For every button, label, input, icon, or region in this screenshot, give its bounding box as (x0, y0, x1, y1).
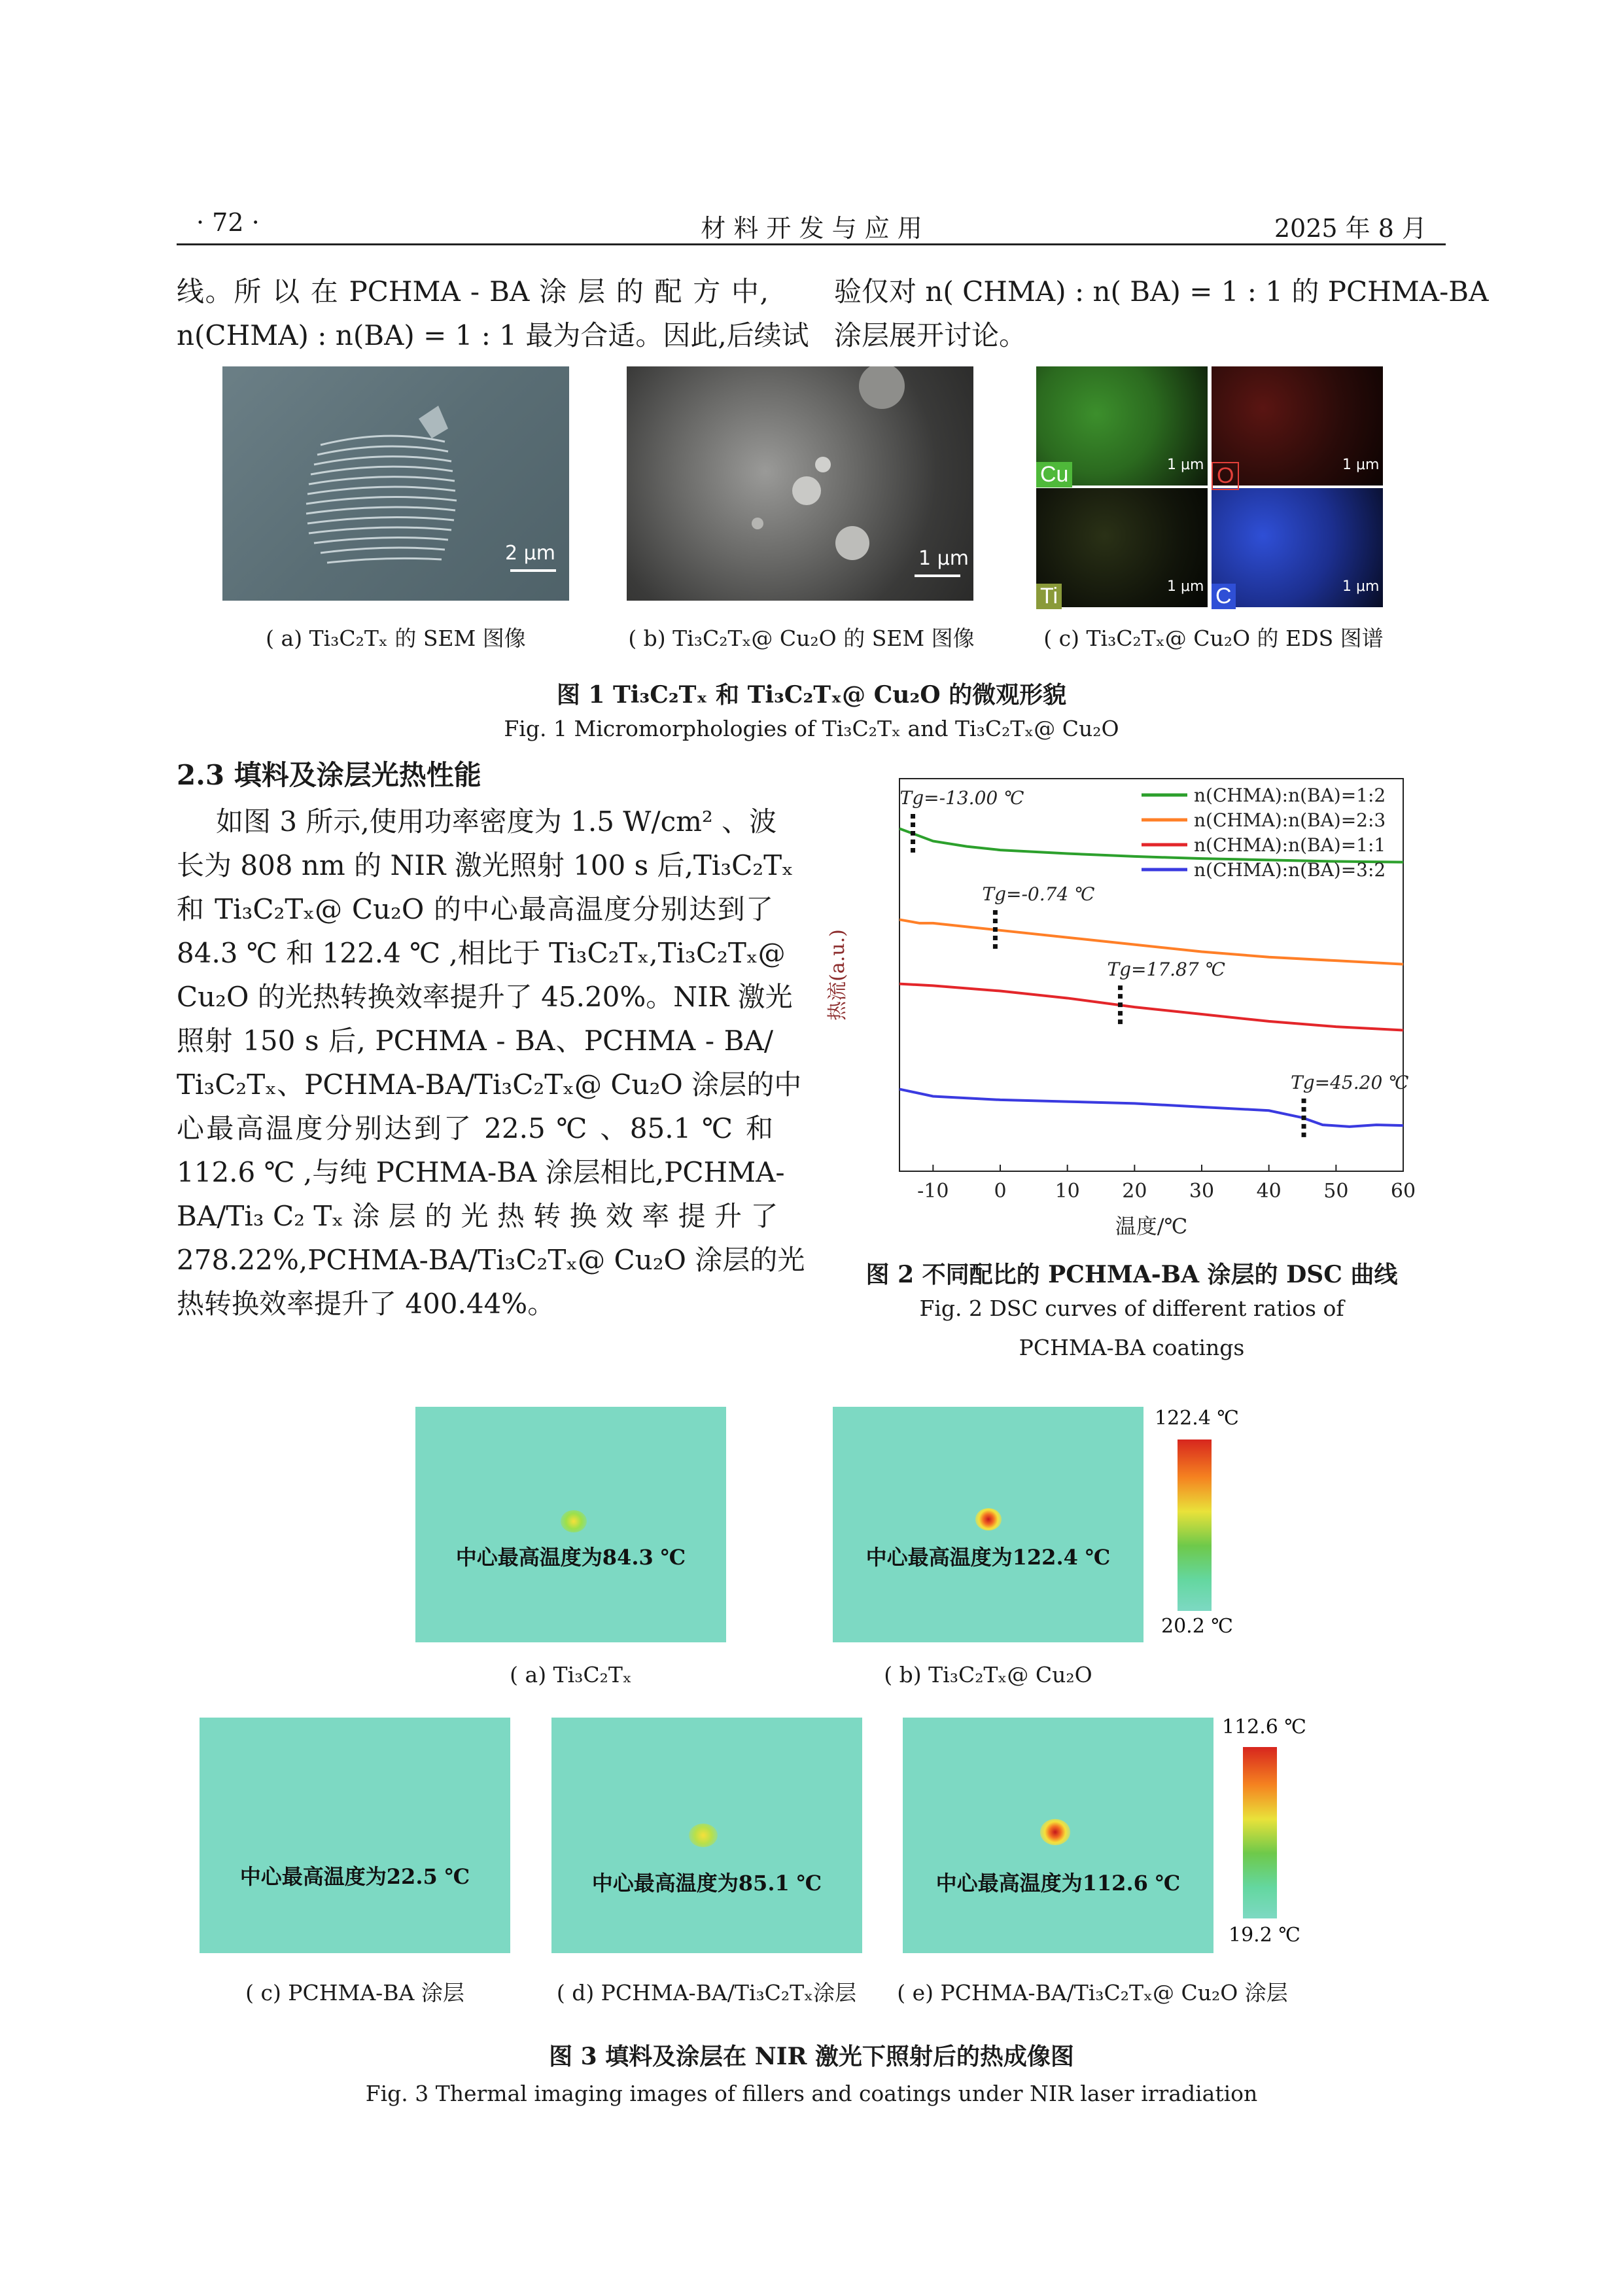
intro-right-line-1: 验仅对 n( CHMA) : n( BA) = 1 : 1 的 PCHMA-BA (834, 275, 1489, 308)
eds-scale-ti: 1 μm (1167, 578, 1204, 595)
colorbar-2 (1243, 1747, 1277, 1918)
eds-label-ti: Ti (1036, 584, 1062, 609)
thermal-label-c: 中心最高温度为22.5 ℃ (239, 1864, 470, 1889)
colorbar-1 (1178, 1439, 1212, 1611)
fig3-caption-b: ( b) Ti₃C₂Tₓ@ Cu₂O (884, 1662, 1092, 1687)
section-line: 照射 150 s 后, PCHMA - BA、PCHMA - BA/ (177, 1025, 773, 1057)
section-line: 长为 808 nm 的 NIR 激光照射 100 s 后,Ti₃C₂Tₓ (177, 849, 794, 881)
section-line: Cu₂O 的光热转换效率提升了 45.20%。NIR 激光 (177, 981, 793, 1013)
issue-date: 2025 年 8 月 (1274, 214, 1427, 243)
scale-label-a: 2 μm (505, 542, 555, 565)
colorbar-2-max: 112.6 ℃ (1222, 1716, 1306, 1739)
section-line: 278.22%,PCHMA-BA/Ti₃C₂Tₓ@ Cu₂O 涂层的光 (177, 1244, 805, 1276)
fig3-title-en: Fig. 3 Thermal imaging images of fillers and coatings under NIR laser irradiation (365, 2081, 1258, 2106)
fig1-caption-a: ( a) Ti₃C₂Tₓ 的 SEM 图像 (266, 626, 526, 651)
fig1-caption-b: ( b) Ti₃C₂Tₓ@ Cu₂O 的 SEM 图像 (628, 626, 975, 651)
page-number: · 72 · (196, 208, 260, 237)
thermal-image-d (551, 1718, 862, 1953)
eds-label-c: C (1212, 584, 1236, 609)
thermal-image-c (200, 1718, 510, 1953)
hotspot (689, 1824, 718, 1847)
colorbar-2-min: 19.2 ℃ (1229, 1924, 1300, 1947)
thermal-label-e: 中心最高温度为112.6 ℃ (935, 1871, 1181, 1896)
tg-label: Tg=17.87 ℃ (1107, 959, 1225, 981)
fig2-title-cn: 图 2 不同配比的 PCHMA-BA 涂层的 DSC 曲线 (865, 1261, 1398, 1288)
fig3-caption-a: ( a) Ti₃C₂Tₓ (510, 1662, 632, 1687)
eds-scale-c: 1 μm (1342, 578, 1380, 595)
section-line: 84.3 ℃ 和 122.4 ℃ ,相比于 Ti₃C₂Tₓ,Ti₃C₂Tₓ@ (177, 937, 786, 969)
section-line: 心最高温度分别达到了 22.5 ℃ 、85.1 ℃ 和 (177, 1112, 773, 1144)
section-line: 112.6 ℃ ,与纯 PCHMA-BA 涂层相比,PCHMA- (177, 1156, 785, 1188)
section-line: 和 Ti₃C₂Tₓ@ Cu₂O 的中心最高温度分别达到了 (177, 893, 773, 925)
hotspot (1040, 1819, 1070, 1845)
section-line: Ti₃C₂Tₓ、PCHMA-BA/Ti₃C₂Tₓ@ Cu₂O 涂层的中 (177, 1069, 802, 1101)
hotspot (561, 1510, 587, 1532)
colorbar-1-min: 20.2 ℃ (1161, 1615, 1233, 1638)
colorbar-1-max: 122.4 ℃ (1155, 1407, 1239, 1430)
tg-label: Tg=-0.74 ℃ (982, 883, 1095, 906)
sem-image-ti3c2tx-cu2o (627, 366, 973, 601)
scale-label-b: 1 μm (918, 547, 969, 570)
fig3-caption-e: ( e) PCHMA-BA/Ti₃C₂Tₓ@ Cu₂O 涂层 (897, 1980, 1288, 2005)
journal-name: 材 料 开 发 与 应 用 (701, 214, 922, 243)
section-body (177, 800, 805, 1326)
x-tick-label: 40 (1256, 1180, 1282, 1203)
scale-bar (510, 569, 556, 572)
series-line (899, 919, 1403, 964)
fig2-title-en-1: Fig. 2 DSC curves of different ratios of (919, 1296, 1344, 1321)
section-line: BA/Ti₃ C₂ Tₓ 涂 层 的 光 热 转 换 效 率 提 升 了 (177, 1200, 778, 1232)
section-line: 如图 3 所示,使用功率密度为 1.5 W/cm² 、波 (216, 805, 777, 838)
sem-layered-flake (222, 366, 569, 601)
thermal-image-e (903, 1718, 1213, 1953)
legend-entry: n(CHMA):n(BA)=1:1 (1194, 834, 1386, 856)
y-axis-label: 热流(a.u.) (826, 929, 849, 1021)
eds-scale-cu: 1 μm (1167, 457, 1204, 473)
header-rule (177, 243, 1446, 245)
series-line (899, 1089, 1403, 1127)
series-line (899, 984, 1403, 1031)
fig1-title-cn: 图 1 Ti₃C₂Tₓ 和 Ti₃C₂Tₓ@ Cu₂O 的微观形貌 (556, 681, 1067, 709)
fig3-caption-d: ( d) PCHMA-BA/Ti₃C₂Tₓ涂层 (556, 1980, 857, 2005)
x-tick-label: 20 (1122, 1180, 1147, 1203)
eds-scale-o: 1 μm (1342, 457, 1380, 473)
x-tick-label: 60 (1390, 1180, 1416, 1203)
fig3-caption-c: ( c) PCHMA-BA 涂层 (245, 1980, 464, 2005)
intro-left-line-1: 线。所 以 在 PCHMA - BA 涂 层 的 配 方 中, (177, 275, 769, 308)
legend-entry: n(CHMA):n(BA)=2:3 (1194, 809, 1386, 831)
section-heading: 2.3 填料及涂层光热性能 (177, 759, 481, 791)
x-tick-label: 50 (1323, 1180, 1349, 1203)
eds-mapping (1036, 366, 1383, 607)
section-line: 热转换效率提升了 400.44%。 (177, 1288, 555, 1320)
tg-label: Tg=-13.00 ℃ (899, 787, 1024, 809)
intro-left-line-2: n(CHMA) : n(BA) = 1 : 1 最为合适。因此,后续试 (177, 319, 809, 351)
x-tick-label: 30 (1189, 1180, 1215, 1203)
x-tick-label: 0 (994, 1180, 1007, 1203)
thermal-image-a (415, 1407, 726, 1642)
fig1-caption-c: ( c) Ti₃C₂Tₓ@ Cu₂O 的 EDS 图谱 (1043, 626, 1384, 651)
fig2-title-en-2: PCHMA-BA coatings (1019, 1335, 1245, 1360)
eds-label-o: O (1212, 462, 1239, 490)
x-tick-label: -10 (917, 1180, 949, 1203)
x-axis-label: 温度/℃ (1115, 1214, 1188, 1237)
eds-label-cu: Cu (1036, 462, 1072, 487)
scale-bar (915, 574, 960, 577)
intro-right-line-2: 涂层展开讨论。 (834, 319, 1027, 351)
fig3-title-cn: 图 3 填料及涂层在 NIR 激光下照射后的热成像图 (549, 2043, 1074, 2070)
fig1-title-en: Fig. 1 Micromorphologies of Ti₃C₂Tₓ and Ti₃C₂Tₓ@ Cu₂O (504, 716, 1119, 741)
legend-entry: n(CHMA):n(BA)=3:2 (1194, 859, 1386, 881)
x-tick-label: 10 (1055, 1180, 1080, 1203)
thermal-label-d: 中心最高温度为85.1 ℃ (591, 1871, 822, 1896)
thermal-label-b: 中心最高温度为122.4 ℃ (865, 1545, 1111, 1570)
sem-image-ti3c2tx (222, 366, 569, 601)
hotspot (975, 1508, 1002, 1530)
thermal-image-b (833, 1407, 1143, 1642)
thermal-label-a: 中心最高温度为84.3 ℃ (455, 1545, 686, 1570)
tg-label: Tg=45.20 ℃ (1291, 1071, 1409, 1093)
dsc-chart (811, 766, 1426, 1237)
legend-entry: n(CHMA):n(BA)=1:2 (1194, 785, 1386, 806)
